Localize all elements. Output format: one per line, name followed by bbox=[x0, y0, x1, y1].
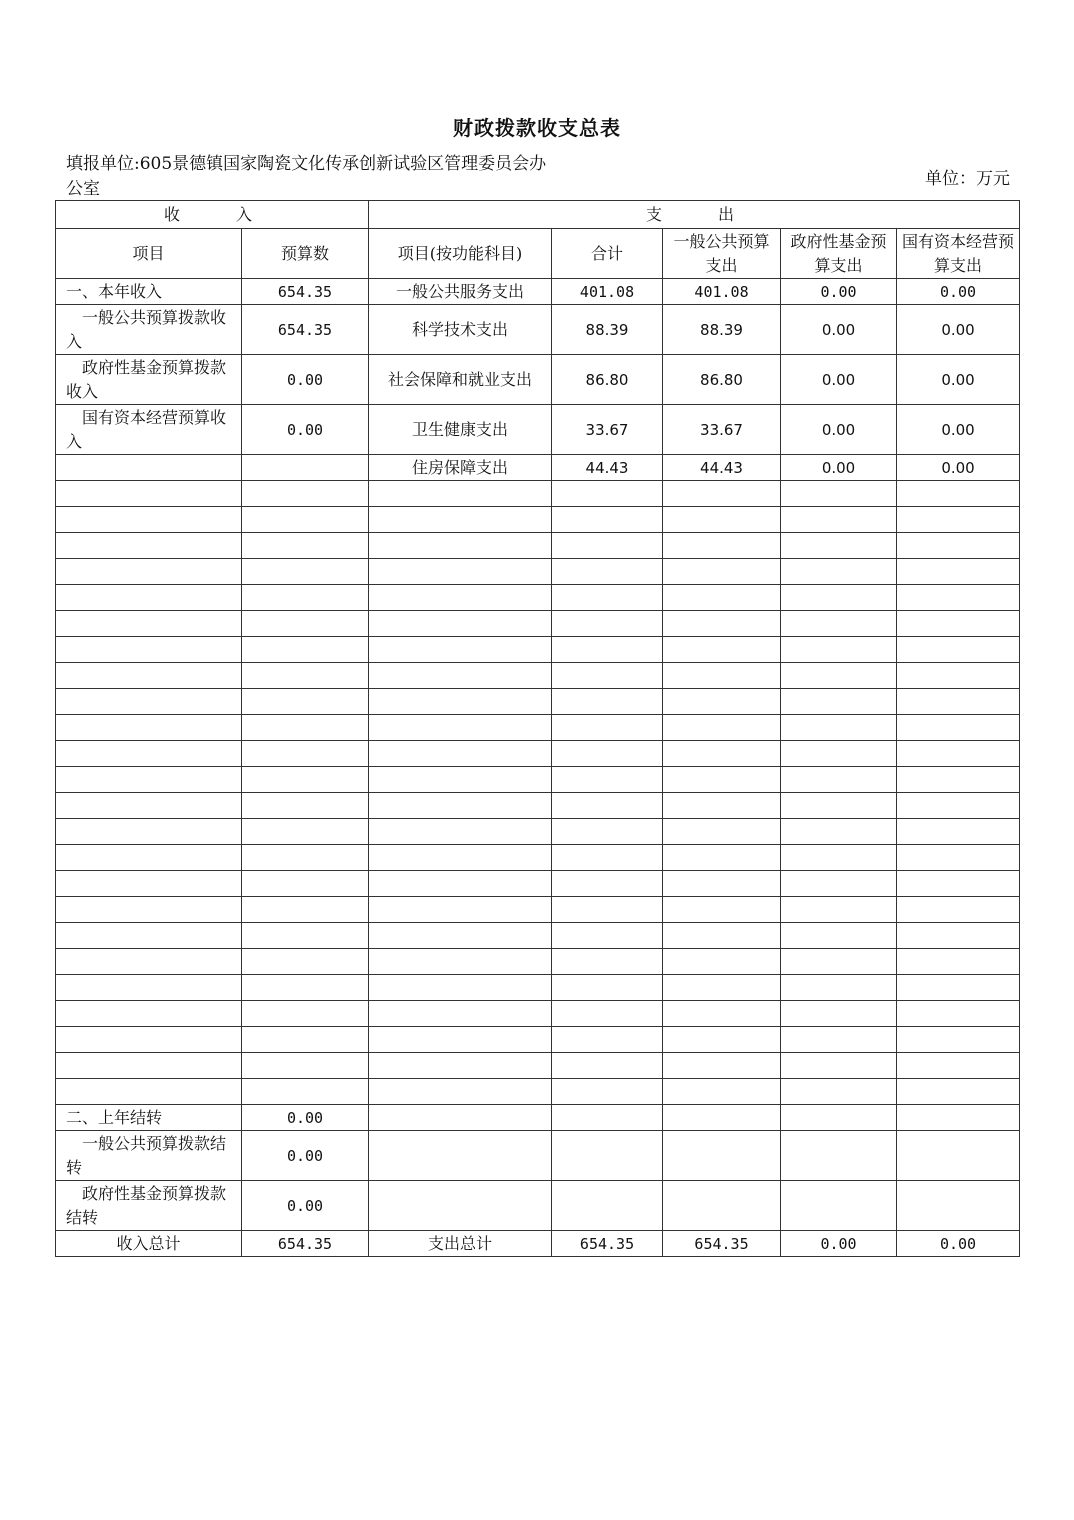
empty-row bbox=[56, 819, 1020, 845]
expense-section-header: 支 出 bbox=[369, 201, 1020, 229]
income-value: 654.35 bbox=[242, 279, 369, 305]
empty-row bbox=[56, 637, 1020, 663]
header-gov-fund: 政府性基金预算支出 bbox=[781, 229, 897, 279]
carryover-row bbox=[56, 1105, 1020, 1131]
totals-row bbox=[56, 1231, 1020, 1257]
currency-unit: 单位：万元 bbox=[925, 169, 1010, 189]
income-item bbox=[56, 455, 242, 481]
header-total: 合计 bbox=[552, 229, 663, 279]
empty-row bbox=[56, 689, 1020, 715]
table-row bbox=[56, 355, 1020, 405]
income-value: 654.35 bbox=[242, 305, 369, 355]
income-item: 国有资本经营预算收入 bbox=[56, 405, 242, 455]
empty-row bbox=[56, 533, 1020, 559]
empty-row bbox=[56, 507, 1020, 533]
income-section-header: 收 入 bbox=[56, 201, 369, 229]
header-expense-item: 项目(按功能科目) bbox=[369, 229, 552, 279]
expense-capital-total: 0.00 bbox=[897, 1231, 1020, 1257]
empty-row bbox=[56, 949, 1020, 975]
expense-total: 44.43 bbox=[552, 455, 663, 481]
income-item: 一般公共预算拨款结转 bbox=[56, 1131, 242, 1181]
income-value: 0.00 bbox=[242, 1105, 369, 1131]
column-header-row bbox=[56, 229, 1020, 279]
income-value bbox=[242, 455, 369, 481]
expense-general: 401.08 bbox=[663, 279, 781, 305]
empty-row bbox=[56, 871, 1020, 897]
income-item: 政府性基金预算拨款结转 bbox=[56, 1181, 242, 1231]
income-item: 二、上年结转 bbox=[56, 1105, 242, 1131]
table-row bbox=[56, 405, 1020, 455]
header-income-item: 项目 bbox=[56, 229, 242, 279]
empty-row bbox=[56, 611, 1020, 637]
income-value: 0.00 bbox=[242, 355, 369, 405]
expense-fund: 0.00 bbox=[781, 279, 897, 305]
income-item: 一、本年收入 bbox=[56, 279, 242, 305]
empty-row bbox=[56, 793, 1020, 819]
header-general-budget: 一般公共预算支出 bbox=[663, 229, 781, 279]
expense-item: 社会保障和就业支出 bbox=[369, 355, 552, 405]
empty-row bbox=[56, 975, 1020, 1001]
header-state-capital: 国有资本经营预算支出 bbox=[897, 229, 1020, 279]
income-item: 政府性基金预算拨款收入 bbox=[56, 355, 242, 405]
empty-row bbox=[56, 1027, 1020, 1053]
expense-item: 住房保障支出 bbox=[369, 455, 552, 481]
expense-grand-total: 654.35 bbox=[552, 1231, 663, 1257]
expense-fund: 0.00 bbox=[781, 355, 897, 405]
expense-total: 86.80 bbox=[552, 355, 663, 405]
expense-capital: 0.00 bbox=[897, 455, 1020, 481]
income-item: 一般公共预算拨款收入 bbox=[56, 305, 242, 355]
page-title: 财政拨款收支总表 bbox=[453, 116, 621, 140]
empty-row bbox=[56, 1053, 1020, 1079]
expense-fund: 0.00 bbox=[781, 305, 897, 355]
expense-fund: 0.00 bbox=[781, 455, 897, 481]
expense-total: 33.67 bbox=[552, 405, 663, 455]
empty-row bbox=[56, 1079, 1020, 1105]
header-budget-amount: 预算数 bbox=[242, 229, 369, 279]
empty-row bbox=[56, 845, 1020, 871]
reporting-unit: 填报单位:605景德镇国家陶瓷文化传承创新试验区管理委员会办公室 bbox=[66, 154, 547, 199]
budget-table bbox=[55, 200, 1020, 1257]
expense-capital: 0.00 bbox=[897, 405, 1020, 455]
empty-row bbox=[56, 559, 1020, 585]
expense-general: 44.43 bbox=[663, 455, 781, 481]
income-value: 0.00 bbox=[242, 405, 369, 455]
expense-capital: 0.00 bbox=[897, 279, 1020, 305]
empty-row bbox=[56, 663, 1020, 689]
empty-row bbox=[56, 741, 1020, 767]
expense-capital: 0.00 bbox=[897, 305, 1020, 355]
empty-row bbox=[56, 585, 1020, 611]
expense-general: 86.80 bbox=[663, 355, 781, 405]
expense-item: 科学技术支出 bbox=[369, 305, 552, 355]
expense-capital: 0.00 bbox=[897, 355, 1020, 405]
expense-total: 88.39 bbox=[552, 305, 663, 355]
expense-item: 一般公共服务支出 bbox=[369, 279, 552, 305]
income-value: 0.00 bbox=[242, 1181, 369, 1231]
expense-general: 88.39 bbox=[663, 305, 781, 355]
table-row bbox=[56, 279, 1020, 305]
expense-general: 33.67 bbox=[663, 405, 781, 455]
section-header-row bbox=[56, 201, 1020, 229]
expense-fund: 0.00 bbox=[781, 405, 897, 455]
expense-fund-total: 0.00 bbox=[781, 1231, 897, 1257]
income-total-label: 收入总计 bbox=[56, 1231, 242, 1257]
expense-total: 401.08 bbox=[552, 279, 663, 305]
expense-item: 卫生健康支出 bbox=[369, 405, 552, 455]
expense-general-total: 654.35 bbox=[663, 1231, 781, 1257]
empty-row bbox=[56, 923, 1020, 949]
table-row bbox=[56, 455, 1020, 481]
empty-row bbox=[56, 481, 1020, 507]
expense-total-label: 支出总计 bbox=[369, 1231, 552, 1257]
table-row bbox=[56, 305, 1020, 355]
income-value: 0.00 bbox=[242, 1131, 369, 1181]
empty-row bbox=[56, 897, 1020, 923]
empty-row bbox=[56, 715, 1020, 741]
carryover-row bbox=[56, 1131, 1020, 1181]
empty-row bbox=[56, 1001, 1020, 1027]
empty-rows bbox=[56, 481, 1020, 1105]
empty-row bbox=[56, 767, 1020, 793]
carryover-row bbox=[56, 1181, 1020, 1231]
income-total-value: 654.35 bbox=[242, 1231, 369, 1257]
